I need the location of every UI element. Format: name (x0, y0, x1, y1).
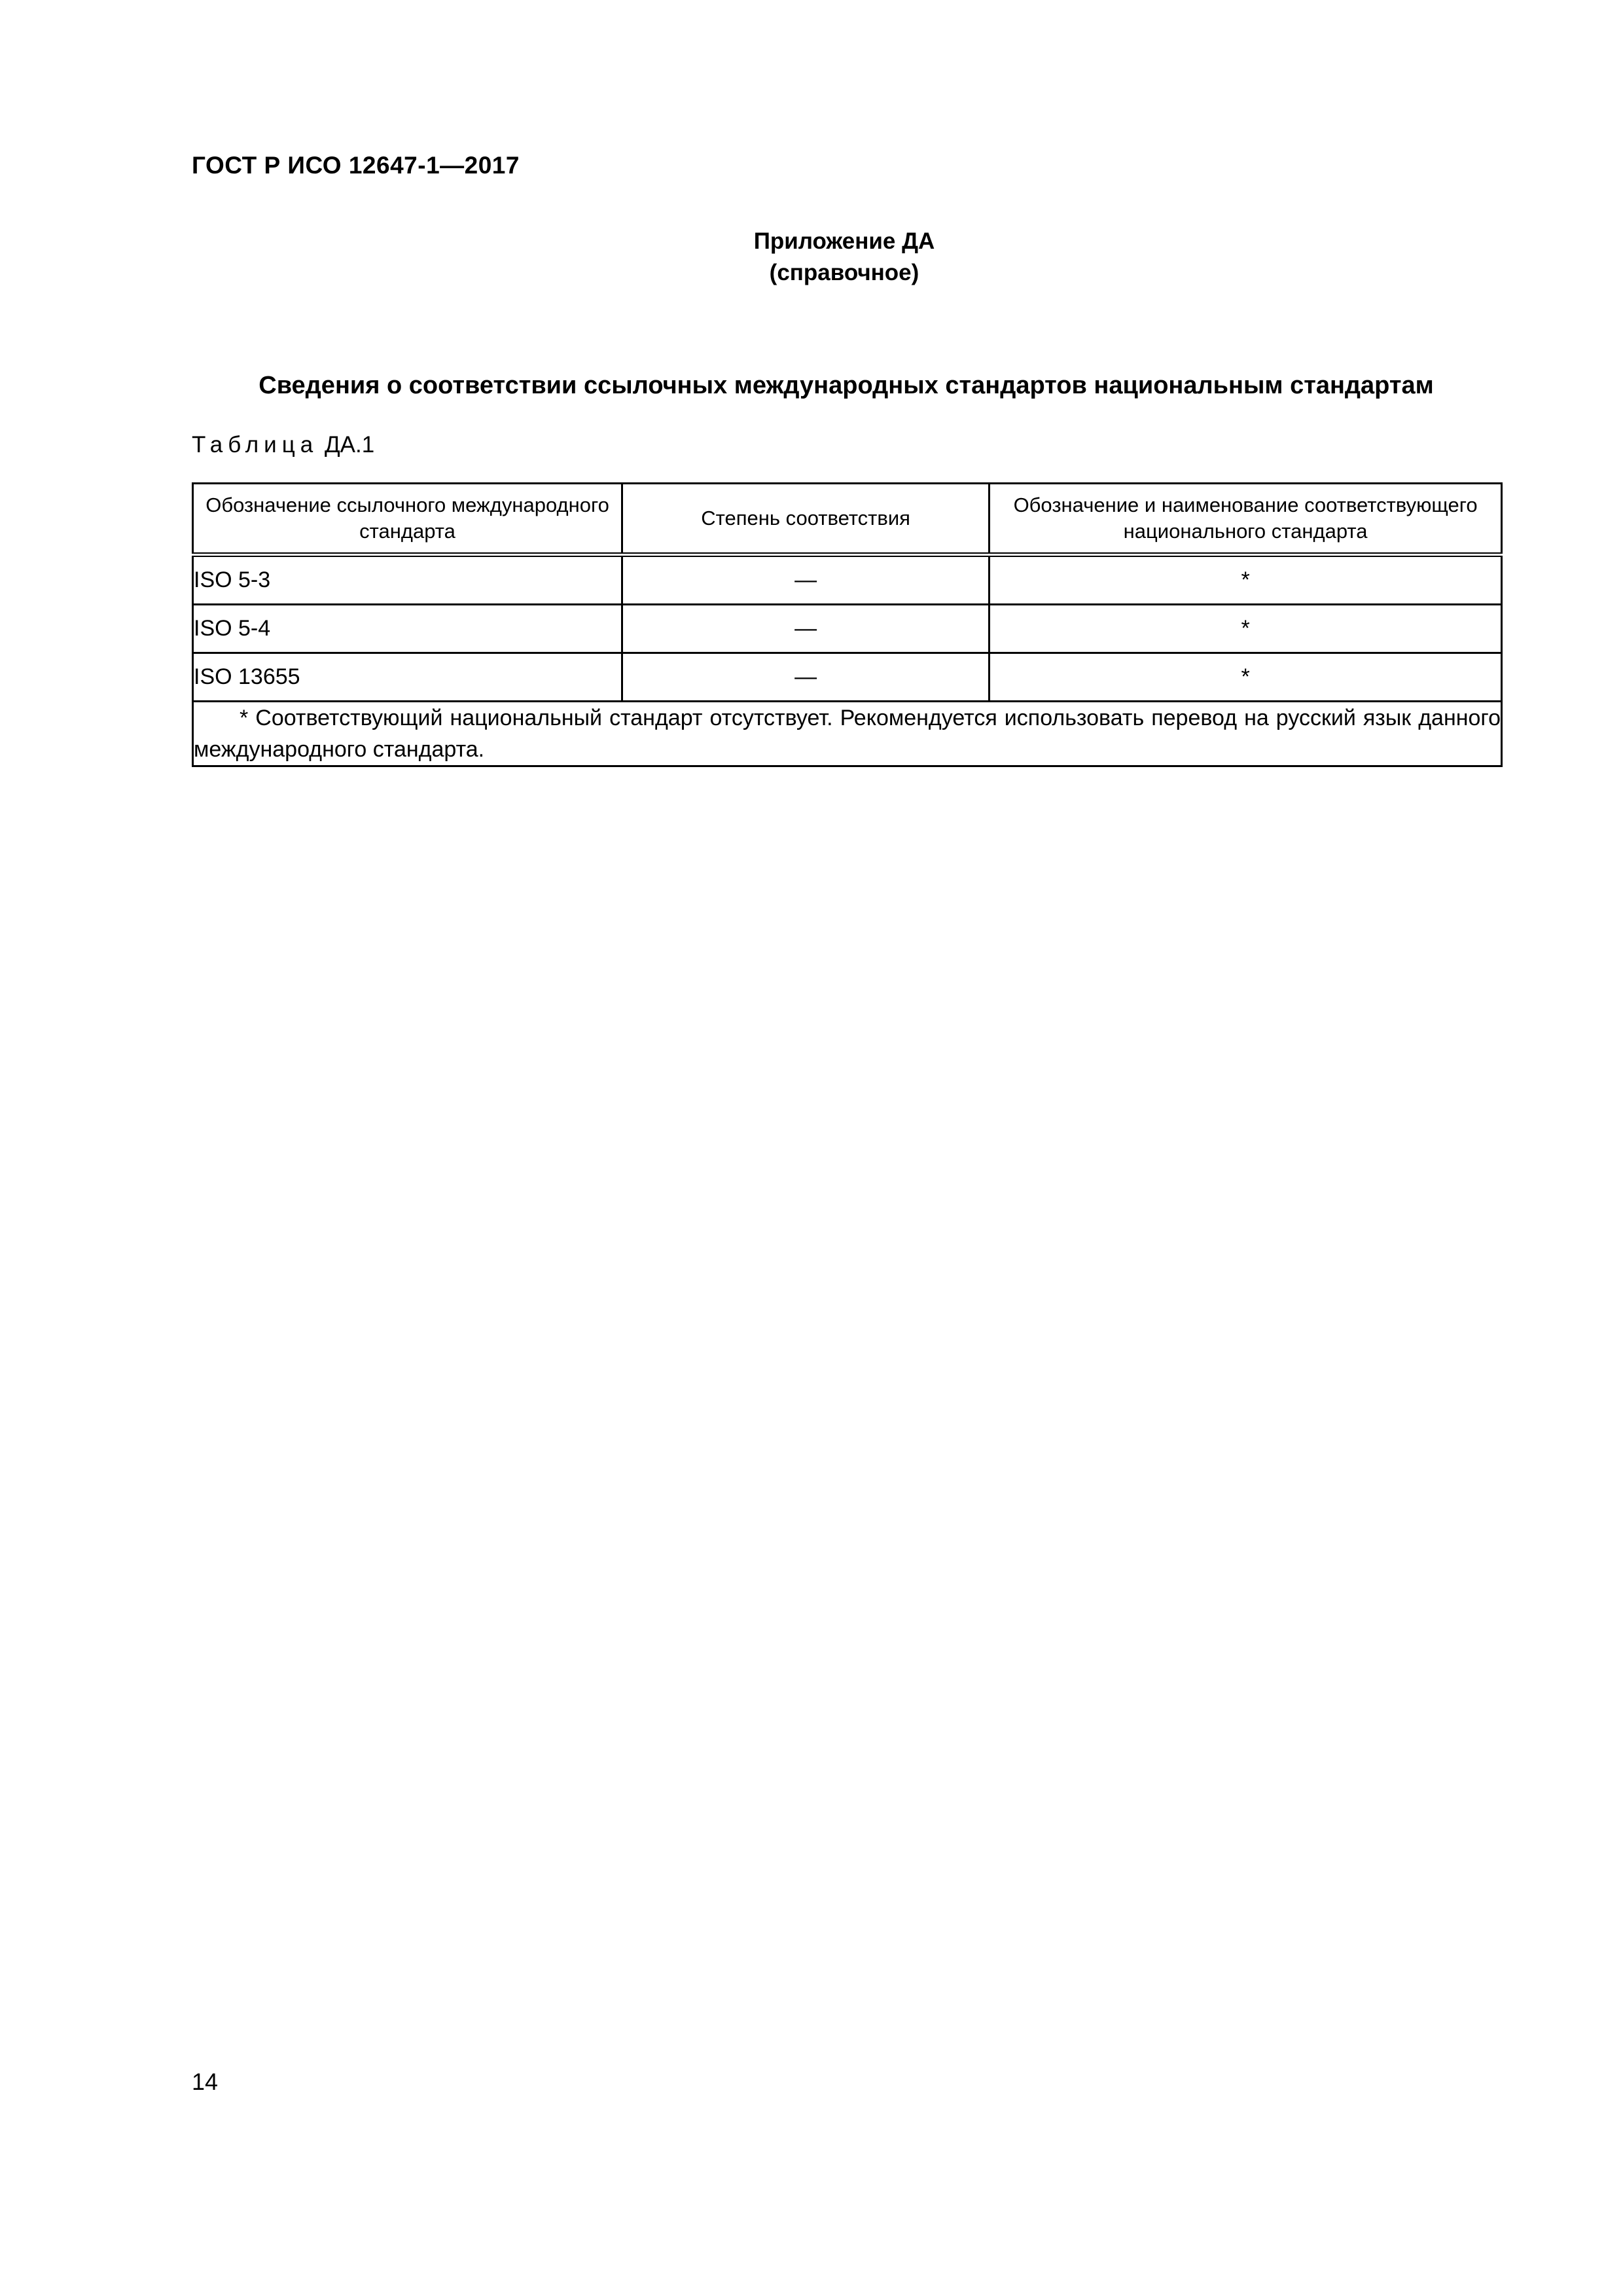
table-caption-number: ДА.1 (324, 432, 375, 457)
table-caption (192, 432, 374, 458)
column-header-international-standard: Обозначение ссылочного международного стандарта (193, 484, 622, 555)
table-row (193, 555, 1502, 605)
national-standard-cell: * (990, 605, 1502, 653)
section-title: Сведения о соответствии ссылочных международных стандартов национальным стандартам (259, 372, 1434, 399)
footnote-text: * Соответствующий национальный стандарт отсутствует. Рекомендуется использовать перевод на русский язык данного международного стандарта. (194, 706, 1501, 762)
appendix-title: Приложение ДА (753, 228, 935, 254)
page-number: 14 (192, 2068, 219, 2095)
correspondence-table (192, 482, 1503, 767)
degree-cell: — (622, 605, 990, 653)
international-standard-cell: ISO 5-4 (193, 605, 622, 653)
degree-cell: — (622, 555, 990, 605)
national-standard-cell: * (990, 653, 1502, 702)
column-header-degree-of-correspondence: Степень соответствия (622, 484, 990, 555)
table-row (193, 605, 1502, 653)
international-standard-cell: ISO 13655 (193, 653, 622, 702)
degree-cell: — (622, 653, 990, 702)
national-standard-cell: * (990, 555, 1502, 605)
appendix-heading (0, 226, 1623, 289)
table-caption-word: Таблица (192, 432, 319, 457)
column-header-national-standard: Обозначение и наименование соответствующего национального стандарта (990, 484, 1502, 555)
table-header-row (193, 484, 1502, 555)
international-standard-cell: ISO 5-3 (193, 555, 622, 605)
table-footnote (193, 702, 1502, 766)
appendix-status: (справочное) (769, 260, 919, 285)
table-footnote-row (193, 702, 1502, 766)
document-designation: ГОСТ Р ИСО 12647-1—2017 (192, 152, 520, 179)
table-row (193, 653, 1502, 702)
